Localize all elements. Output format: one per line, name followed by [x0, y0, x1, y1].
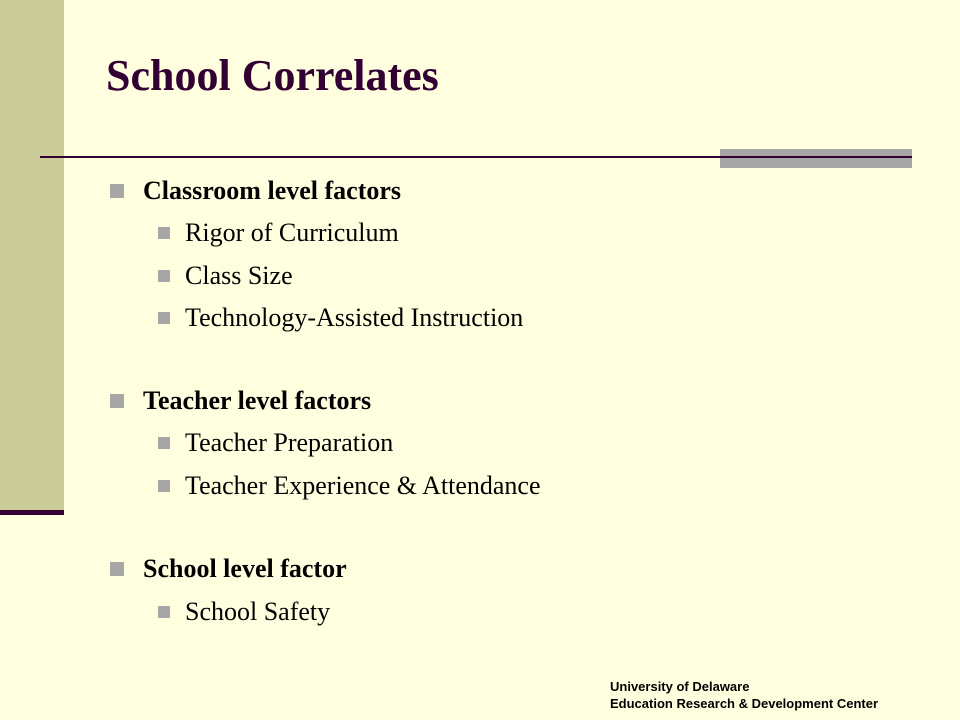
- square-bullet-icon: [158, 480, 170, 492]
- footer-line-2: Education Research & Development Center: [610, 696, 879, 711]
- item-label: Teacher Experience & Attendance: [185, 471, 541, 500]
- item-label: Class Size: [185, 261, 293, 290]
- bullet-group-teacher: [143, 386, 371, 416]
- square-bullet-icon: [158, 227, 170, 239]
- title-divider-accent: [720, 149, 912, 168]
- bullet-item: [185, 303, 523, 333]
- item-label: School Safety: [185, 597, 331, 626]
- group-label: Classroom level factors: [143, 176, 402, 205]
- bullet-item: [185, 471, 540, 501]
- square-bullet-icon: [158, 312, 170, 324]
- bullet-item: [185, 428, 393, 458]
- group-label: School level factor: [143, 554, 347, 583]
- bullet-item: [185, 261, 293, 291]
- item-label: Rigor of Curriculum: [185, 218, 399, 247]
- square-bullet-icon: [110, 394, 124, 408]
- bullet-item: [185, 597, 330, 627]
- footer-credit: [610, 678, 878, 712]
- bullet-item: [185, 218, 399, 248]
- bullet-group-school: [143, 554, 347, 584]
- square-bullet-icon: [110, 562, 124, 576]
- left-decor-band: [0, 0, 64, 510]
- footer-line-1: University of Delaware: [610, 679, 750, 694]
- left-band-accent: [0, 510, 64, 515]
- square-bullet-icon: [158, 270, 170, 282]
- bullet-group-classroom: [143, 176, 401, 206]
- square-bullet-icon: [158, 606, 170, 618]
- item-label: Teacher Preparation: [185, 428, 394, 457]
- group-label: Teacher level factors: [143, 386, 372, 415]
- square-bullet-icon: [158, 437, 170, 449]
- slide-title: School Correlates: [106, 51, 439, 100]
- item-label: Technology-Assisted Instruction: [185, 303, 524, 332]
- square-bullet-icon: [110, 184, 124, 198]
